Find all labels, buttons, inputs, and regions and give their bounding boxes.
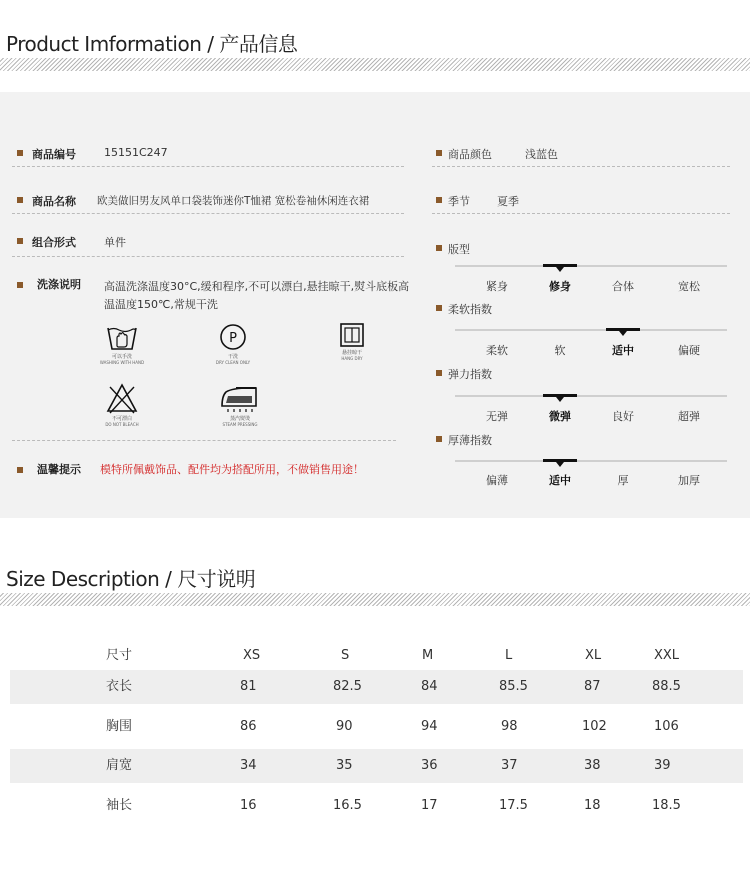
field-label-combo: 组合形式 — [32, 236, 76, 249]
field-value-sku: 15151C247 — [104, 146, 168, 159]
dashed-divider — [12, 256, 404, 257]
dashed-divider — [432, 213, 730, 214]
size-header-cell: M — [422, 648, 434, 663]
scale-option: 良好 — [612, 410, 634, 423]
size-table-header — [10, 639, 743, 673]
care-caption-en: HANG DRY — [341, 356, 363, 361]
field-value-combo: 单件 — [104, 236, 126, 249]
scale-option: 适中 — [612, 344, 634, 357]
scale-option: 厚 — [617, 474, 629, 487]
size-cell: 35 — [336, 758, 353, 773]
care-caption-en: DRY CLEAN ONLY — [215, 360, 251, 365]
dashed-divider — [12, 213, 404, 214]
size-cell: 98 — [501, 719, 518, 734]
size-cell: 81 — [240, 679, 257, 694]
hatch-divider — [0, 593, 750, 606]
bullet-icon — [436, 436, 442, 442]
size-header-cell: XXL — [654, 648, 680, 663]
size-cell: 102 — [582, 719, 607, 734]
tip-label: 温馨提示 — [37, 463, 81, 476]
size-row-label: 肩宽 — [106, 758, 133, 773]
scale-track — [455, 265, 727, 267]
table-row — [10, 710, 743, 744]
care-caption: 不可漂白 — [111, 416, 132, 422]
size-cell: 84 — [421, 679, 438, 694]
size-cell: 82.5 — [333, 679, 362, 694]
scale-option: 无弹 — [486, 410, 508, 423]
scale-option: 超弹 — [678, 410, 700, 423]
scale-option: 适中 — [549, 474, 571, 487]
size-cell: 85.5 — [499, 679, 528, 694]
bullet-icon — [17, 282, 23, 288]
scale-label-thickness: 厚薄指数 — [448, 434, 492, 447]
bullet-icon — [436, 305, 442, 311]
field-value-wash: 高温洗涤温度30°C,缓和程序,不可以漂白,悬挂晾干,熨斗底板高温温度150℃,常规干洗 — [104, 280, 410, 311]
size-cell: 88.5 — [652, 679, 681, 694]
care-caption: 蒸汽熨烫 — [229, 416, 250, 422]
bullet-icon — [17, 197, 23, 203]
care-caption-en: WASHING WITH HAND — [99, 360, 145, 365]
bullet-icon — [436, 197, 442, 203]
bullet-icon — [436, 245, 442, 251]
size-row-label: 胸围 — [106, 719, 133, 734]
size-cell: 86 — [240, 719, 257, 734]
dashed-divider — [432, 166, 730, 167]
bullet-icon — [17, 467, 23, 473]
bullet-icon — [436, 150, 442, 156]
table-row — [10, 789, 743, 823]
scale-option: 紧身 — [486, 280, 508, 293]
care-caption: 悬挂晾干 — [341, 350, 362, 356]
season-value: 夏季 — [497, 195, 519, 208]
table-row — [10, 749, 743, 783]
bullet-icon — [17, 238, 23, 244]
color-value: 浅蓝色 — [525, 148, 558, 161]
size-cell: 18.5 — [652, 798, 681, 813]
no-bleach-icon — [105, 382, 139, 414]
scale-option: 合体 — [612, 280, 634, 293]
size-cell: 34 — [240, 758, 257, 773]
dry-clean-icon — [218, 322, 248, 352]
care-item-dry-clean — [203, 322, 263, 365]
scale-pointer-icon — [556, 397, 564, 402]
size-cell: 39 — [654, 758, 671, 773]
scale-track — [455, 460, 727, 462]
scale-option: 微弹 — [549, 410, 571, 423]
care-caption: 可以手洗 — [111, 354, 132, 360]
size-cell: 17 — [421, 798, 438, 813]
size-cell: 36 — [421, 758, 438, 773]
size-cell: 37 — [501, 758, 518, 773]
field-value-name: 欧美做旧男友风单口袋装饰迷你T恤裙 宽松卷袖休闲连衣裙 — [97, 195, 370, 207]
table-row — [10, 670, 743, 704]
size-header-cell: S — [341, 648, 350, 663]
size-cell: 106 — [654, 719, 679, 734]
size-cell: 90 — [336, 719, 353, 734]
size-cell: 87 — [584, 679, 601, 694]
field-label-name: 商品名称 — [32, 195, 76, 208]
scale-option: 柔软 — [486, 344, 508, 357]
scale-track — [455, 395, 727, 397]
tip-warning-text: 模特所佩戴饰品、配件均为搭配所用，不做销售用途！ — [100, 463, 364, 476]
care-caption-en: STEAM PRESSING — [222, 422, 258, 427]
hand-wash-icon — [105, 322, 139, 352]
size-cell: 38 — [584, 758, 601, 773]
dashed-divider — [12, 166, 404, 167]
care-item-hang-dry — [322, 322, 382, 361]
scale-pointer-icon — [619, 331, 627, 336]
bullet-icon — [436, 370, 442, 376]
size-header-cell: XS — [243, 648, 261, 663]
care-item-steam-iron — [210, 384, 270, 427]
product-info-title: Product Imformation / 产品信息 — [6, 32, 298, 56]
field-label-wash: 洗涤说明 — [37, 278, 81, 291]
size-cell: 18 — [584, 798, 601, 813]
scale-option: 宽松 — [678, 280, 700, 293]
size-cell: 17.5 — [499, 798, 528, 813]
size-cell: 16 — [240, 798, 257, 813]
color-label: 商品颜色 — [448, 148, 492, 161]
season-label: 季节 — [448, 195, 470, 208]
scale-option: 偏薄 — [486, 474, 508, 487]
care-item-hand-wash — [92, 322, 152, 365]
scale-label-softness: 柔软指数 — [448, 303, 492, 316]
scale-pointer-icon — [556, 462, 564, 467]
scale-pointer-icon — [556, 267, 564, 272]
bullet-icon — [17, 150, 23, 156]
size-row-label: 袖长 — [106, 798, 133, 813]
field-label-sku: 商品编号 — [32, 148, 76, 161]
scale-option: 软 — [554, 344, 566, 357]
size-row-label: 衣长 — [106, 679, 133, 694]
scale-track — [455, 329, 727, 331]
size-header-cell: XL — [585, 648, 602, 663]
care-item-no-bleach — [92, 382, 152, 427]
dashed-divider — [12, 440, 396, 441]
scale-label-fit: 版型 — [448, 243, 470, 256]
size-header-cell: L — [505, 648, 513, 663]
size-cell: 94 — [421, 719, 438, 734]
hang-dry-icon — [339, 322, 365, 348]
size-description-title: Size Description / 尺寸说明 — [6, 567, 256, 591]
scale-option: 修身 — [549, 280, 571, 293]
svg-text:P: P — [229, 331, 237, 346]
scale-label-elasticity: 弹力指数 — [448, 368, 492, 381]
scale-option: 加厚 — [678, 474, 700, 487]
scale-option: 偏硬 — [678, 344, 700, 357]
care-caption: 干洗 — [227, 354, 238, 360]
size-cell: 16.5 — [333, 798, 362, 813]
care-caption-en: DO NOT BLEACH — [105, 422, 139, 427]
size-header-cell: 尺寸 — [106, 648, 133, 663]
steam-iron-icon — [218, 384, 262, 414]
hatch-divider — [0, 58, 750, 71]
